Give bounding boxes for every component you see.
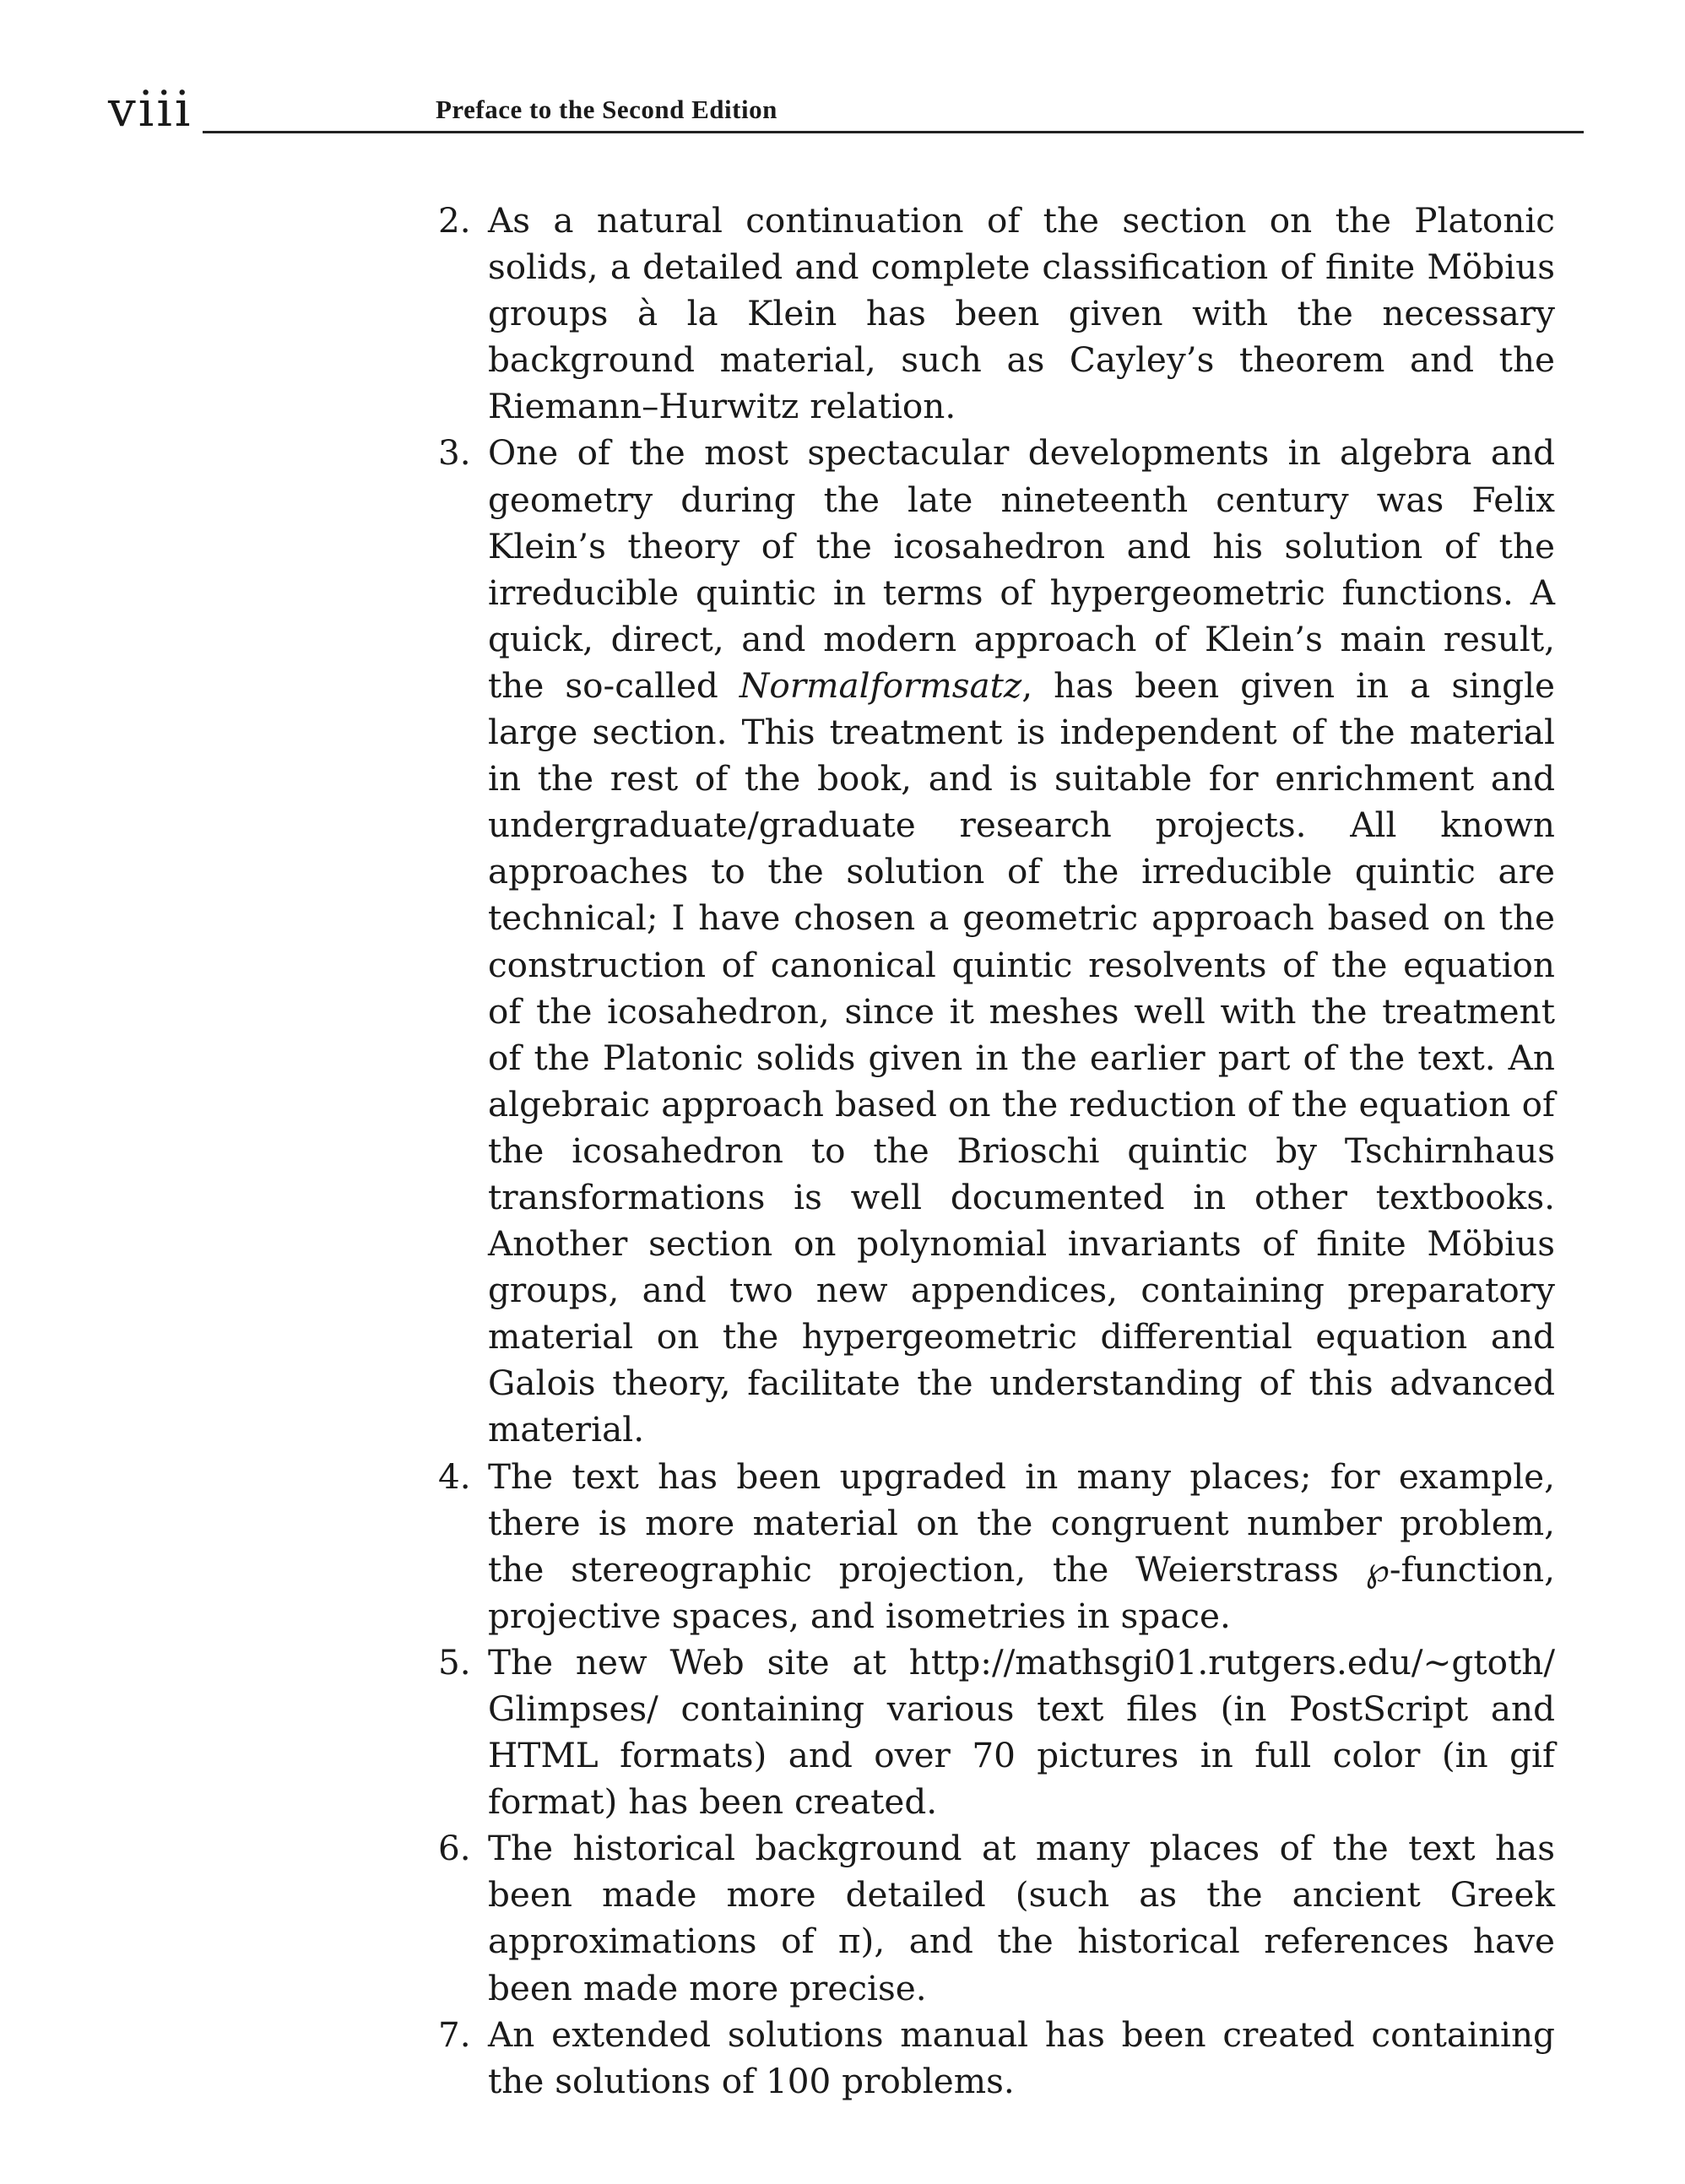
list-item-text: The text has been upgraded in many places; for example, there is more material on the congruent number problem, the stereographic projection, the Weierstrass ℘-function, projective spaces, and isometries in space. [488, 1455, 1555, 1636]
list-item-text [488, 430, 1555, 1453]
text-segment: , has been given in a single large section. This treatment is independent of the material in the rest of the book, and is suitable for enrichment and undergraduate/graduate research projects. All known approaches to the solution of the irreducible quintic are technical; I have chosen a geometric approach based on the construction of canonical quintic resolvents of the equation of the icosahedron, since it meshes well with the treatment of the Platonic solids given in the earlier part of the text. An algebraic approach based on the reduction of the equation of the icosahedron to the Brioschi quintic by Tschirnhaus transformations is well documented in other textbooks. Another section on polynomial invariants of finite Möbius groups, and two new appendices, containing preparatory material on the hypergeometric differential equation and Galois theory, facilitate the understanding of this advanced material. [488, 664, 1555, 1450]
list-item [431, 1639, 1555, 1825]
page-number: viii [108, 80, 193, 138]
list-item [431, 198, 1555, 430]
text-segment: One of the most spectacular developments in algebra and geometry during the late nineteenth century was Felix Klein’s theory of the icosahedron and his solution of the irreducible quintic in terms of hypergeometric functions. A quick, direct, and modern approach of Klein’s main result, the so-called [488, 432, 1555, 706]
list-item-number: 6. [438, 1828, 471, 1869]
list-item-number: 3. [438, 432, 471, 474]
list-item-text: The new Web site at http://mathsgi01.rutgers.edu/∼gtoth/ Glimpses/ containing various text files (in PostScript and HTML formats) and over 70 pictures in full color (in gif format) has been created. [488, 1641, 1555, 1823]
list-item [431, 2012, 1555, 2105]
list-item-text: As a natural continuation of the section on the Platonic solids, a detailed and complete classification of finite Möbius groups à la Klein has been given with the necessary background material, such as Cayley’s theorem and the Riemann–Hurwitz relation. [488, 200, 1555, 427]
list-item-number: 4. [438, 1455, 471, 1497]
list-item [431, 1825, 1555, 2011]
list-item-text: An extended solutions manual has been created containing the solutions of 100 problems. [488, 2013, 1555, 2101]
header-rule [203, 131, 1584, 133]
list-item-number: 5. [438, 1641, 471, 1683]
running-title: Preface to the Second Edition [436, 95, 777, 124]
list-item-number: 7. [438, 2013, 471, 2055]
numbered-list [431, 198, 1555, 2105]
emphasized-term: Normalformsatz [739, 664, 1022, 706]
list-item [431, 430, 1555, 1453]
list-item-text: The historical background at many places of the text has been made more detailed (such as the ancient Greek approximations of π), and the historical references have been made more precise. [488, 1828, 1555, 2008]
list-item [431, 1454, 1555, 1639]
list-item-number: 2. [438, 200, 471, 241]
